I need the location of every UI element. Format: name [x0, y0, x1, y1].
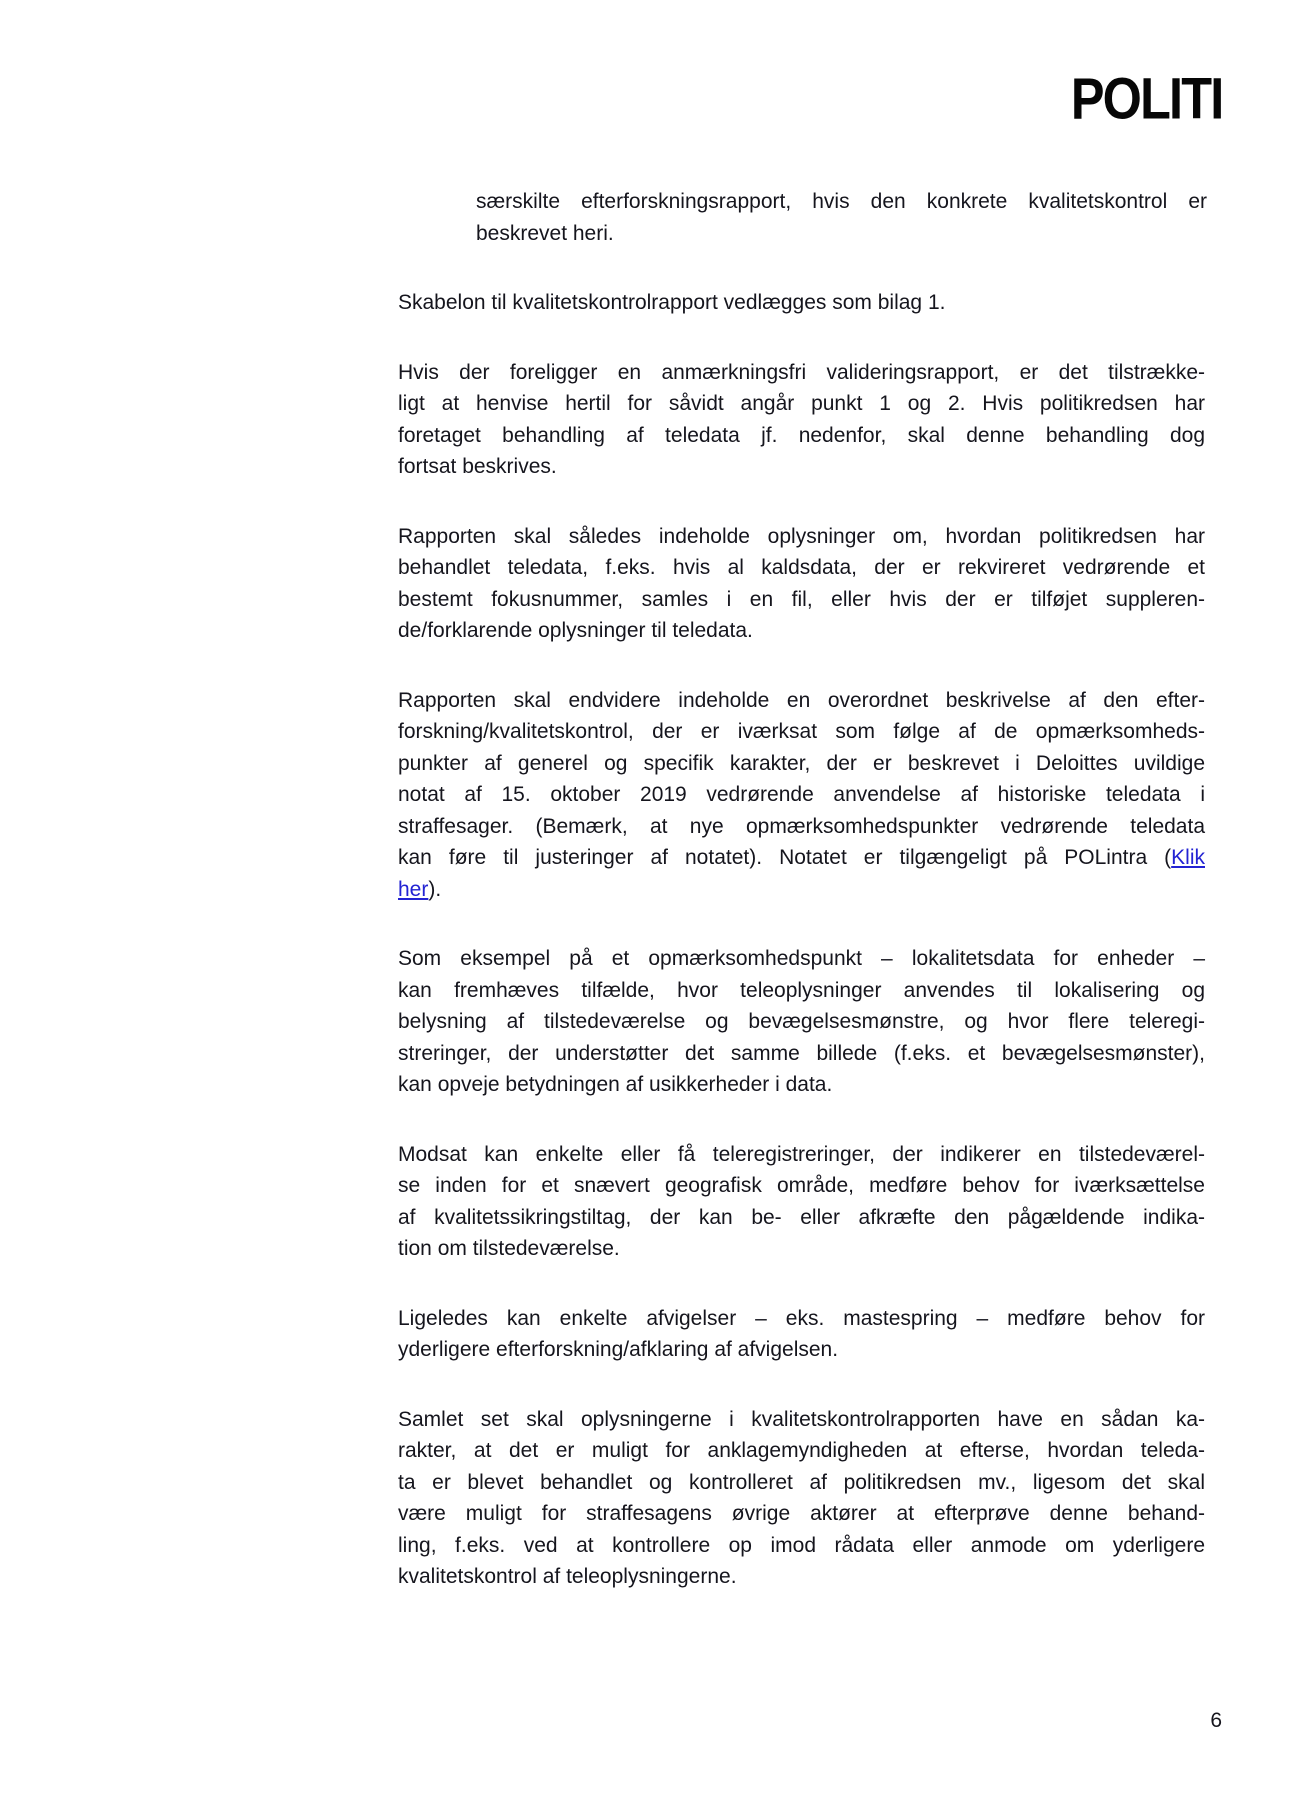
klik-her-link[interactable]: Klik	[1171, 846, 1205, 869]
paragraph	[398, 1139, 1205, 1265]
text-line: af kvalitetssikringstiltag, der kan be- eller afkræfte den pågældende indika-	[398, 1205, 1205, 1229]
text-line: notat af 15. oktober 2019 vedrørende anvendelse af historiske teledata i	[398, 783, 1205, 806]
text-line: punkter af generel og specifik karakter, der er beskrevet i Deloittes uvildige	[398, 751, 1205, 775]
paragraph	[398, 1404, 1205, 1593]
paragraph	[398, 685, 1205, 906]
document-body	[398, 186, 1205, 1593]
text-line: ling, f.eks. ved at kontrollere op imod rådata eller anmode om yderligere	[398, 1533, 1205, 1557]
text-line: bestemt fokusnummer, samles i en fil, eller hvis der er tilføjet suppleren-	[398, 587, 1205, 611]
text-line: kan fremhæves tilfælde, hvor teleoplysninger anvendes til lokalisering og	[398, 978, 1205, 1002]
text-line: yderligere efterforskning/afklaring af afvigelsen.	[398, 1338, 839, 1361]
text-line: være muligt for straffesagens øvrige aktører at efterprøve denne behand-	[398, 1502, 1205, 1525]
text-line	[398, 874, 1205, 906]
text-line: kvalitetskontrol af teleoplysningerne.	[398, 1565, 737, 1588]
text-line: forskning/kvalitetskontrol, der er iværksat som følge af de opmærksomheds-	[398, 720, 1205, 743]
paragraph	[476, 186, 1207, 249]
text-line: Hvis der foreligger en anmærkningsfri valideringsrapport, er det tilstrække-	[398, 360, 1205, 384]
text-line: Modsat kan enkelte eller få teleregistreringer, der indikerer en tilstedeværel-	[398, 1142, 1205, 1166]
text-line: ligt at henvise hertil for såvidt angår punkt 1 og 2. Hvis politikredsen har	[398, 392, 1205, 415]
text-line: belysning af tilstedeværelse og bevægelsesmønstre, og hvor flere teleregi-	[398, 1010, 1205, 1033]
text-segment: kan føre til justeringer af notatet). Notatet er tilgængeligt på POLintra (	[398, 846, 1172, 869]
text-line: foretaget behandling af teledata jf. nedenfor, skal denne behandling dog	[398, 423, 1205, 447]
text-line: Rapporten skal således indeholde oplysninger om, hvordan politikredsen har	[398, 524, 1205, 548]
text-line: fortsat beskrives.	[398, 455, 557, 478]
text-line: Rapporten skal endvidere indeholde en overordnet beskrivelse af den efter-	[398, 688, 1205, 712]
text-line: Ligeledes kan enkelte afvigelser – eks. mastespring – medføre behov for	[398, 1306, 1205, 1330]
page-number: 6	[1210, 1709, 1222, 1732]
paragraph	[398, 357, 1205, 483]
text-segment: ).	[428, 877, 442, 901]
text-line: se inden for et snævert geografisk område, medføre behov for iværksættelse	[398, 1174, 1205, 1197]
text-line	[398, 842, 1205, 874]
text-line: Skabelon til kvalitetskontrolrapport vedlægges som bilag 1.	[398, 291, 946, 314]
text-line: behandlet teledata, f.eks. hvis al kaldsdata, der er rekvireret vedrørende et	[398, 556, 1205, 579]
paragraph	[398, 943, 1205, 1101]
text-line: særskilte efterforskningsrapport, hvis den konkrete kvalitetskontrol er	[476, 190, 1207, 213]
text-line: Som eksempel på et opmærksomhedspunkt – lokalitetsdata for enheder –	[398, 947, 1205, 970]
text-line: rakter, at det er muligt for anklagemyndigheden at efterse, hvordan teleda-	[398, 1439, 1205, 1462]
politi-logo: POLITI	[1070, 65, 1222, 132]
paragraph	[398, 521, 1205, 647]
paragraph	[398, 287, 1205, 319]
text-line: de/forklarende oplysninger til teledata.	[398, 619, 753, 642]
text-line: beskrevet heri.	[476, 221, 614, 245]
paragraph	[398, 1303, 1205, 1366]
text-line: kan opveje betydningen af usikkerheder i data.	[398, 1073, 833, 1096]
text-line: streringer, der understøtter det samme billede (f.eks. et bevægelsesmønster),	[398, 1041, 1205, 1065]
text-line: tion om tilstedeværelse.	[398, 1237, 620, 1260]
text-line: ta er blevet behandlet og kontrolleret af politikredsen mv., ligesom det skal	[398, 1470, 1205, 1494]
klik-her-link[interactable]: her	[398, 877, 429, 901]
text-line: straffesager. (Bemærk, at nye opmærksomhedspunkter vedrørende teledata	[398, 814, 1205, 838]
text-line: Samlet set skal oplysningerne i kvalitetskontrolrapporten have en sådan ka-	[398, 1407, 1205, 1431]
